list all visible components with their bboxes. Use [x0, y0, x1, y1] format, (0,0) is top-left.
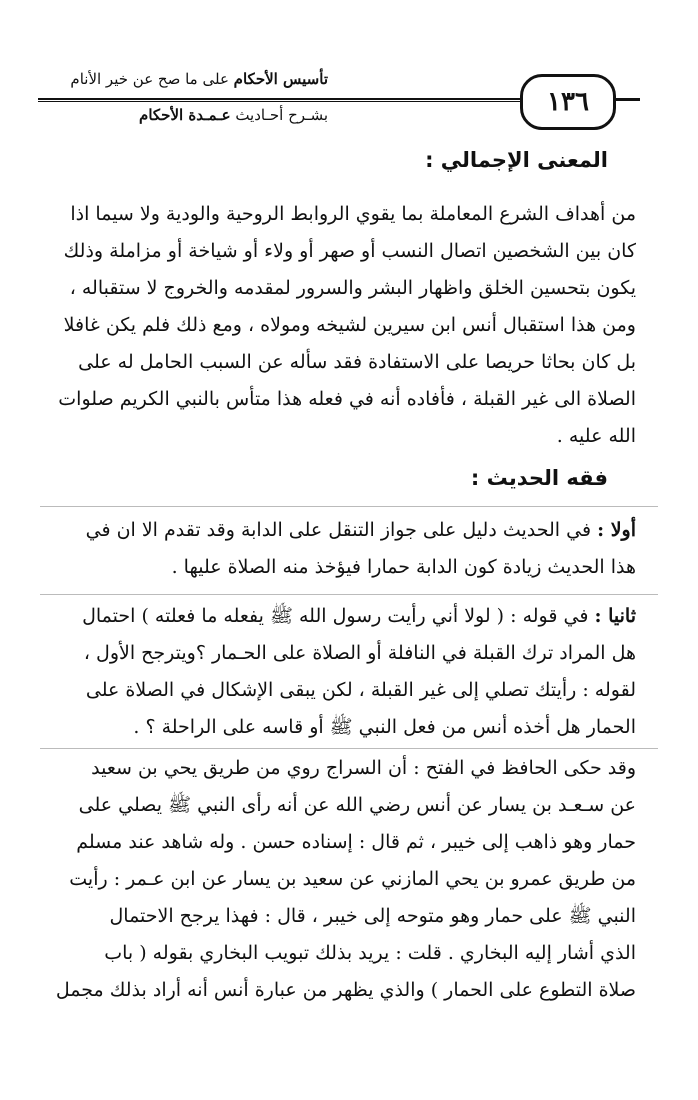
section-heading-ijmali: المعنى الإجمالي :: [425, 148, 608, 172]
running-header: [38, 68, 328, 126]
separator: [40, 506, 658, 507]
text-line: يكون بتحسين الخلق واظهار البشر والسرور لمقدمه والخروج لا ستقباله ،: [69, 277, 636, 299]
text-line: من طريق عمرو بن يحي المازني عن سعيد بن يسار عن ابن عـمر : رأيت: [69, 868, 636, 890]
text-fragment: في قوله : ( لولا أني رأيت رسول الله ﷺ يفعله ما فعلته ) احتمال: [82, 605, 589, 627]
text-line: بل كان بحاثا حريصا على الاستفادة فقد سأله عن السبب الحامل له على: [78, 351, 636, 373]
text-line: وقد حكى الحافظ في الفتح : أن السراج روي من طريق يحي بن سعيد: [91, 757, 636, 779]
paragraph-ijmali: [40, 196, 636, 455]
text-line: النبي ﷺ على حمار وهو متوحه إلى خيبر ، قال : فهذا يرجح الاحتمال: [109, 905, 636, 927]
text-line: الذي أشار إليه البخاري . قلت : يريد بذلك تبويب البخاري بقوله ( باب: [104, 942, 636, 964]
paragraph-second-point: [40, 598, 636, 746]
book-subtitle-prefix: بشـرح أحـاديث: [235, 106, 328, 124]
text-line: عن سـعـد بن يسار عن أنس رضي الله عن أنه رأى النبي ﷺ يصلي على: [78, 794, 636, 816]
book-title: [38, 68, 328, 90]
text-line: الله عليه .: [556, 425, 636, 447]
header-rule-thin: [38, 101, 520, 102]
paragraph-first-point: [40, 512, 636, 586]
text-line: كان بين الشخصين اتصال النسب أو صهر أو ولاء أو شياخة أو مزاملة وذلك: [63, 240, 636, 262]
text-line: هذا الحديث زيادة كون الدابة حمارا فيؤخذ منه الصلاة عليها .: [171, 556, 636, 578]
book-subtitle: [38, 104, 328, 126]
text-line: حمار وهو ذاهب إلى خيبر ، ثم قال : إسناده حسن . وله شاهد عند مسلم: [76, 831, 636, 853]
point-label-second: ثانيا :: [594, 605, 636, 627]
book-title-bold: تأسيس الأحكام: [233, 70, 328, 88]
book-title-rest: على ما صح عن خير الأنام: [70, 70, 229, 88]
header-rule: [38, 98, 520, 100]
text-line: هل المراد ترك القبلة في النافلة أو الصلاة على الحـمار ؟ويترجح الأول ،: [83, 642, 636, 664]
text-line-lead: [40, 598, 636, 635]
text-line: الحمار هل أخذه أنس من فعل النبي ﷺ أو قاسه على الراحلة ؟ .: [133, 716, 636, 738]
text-line-lead: [40, 512, 636, 549]
text-line: صلاة التطوع على الحمار ) والذي يظهر من عبارة أنس أنه أراد بذلك مجمل: [55, 979, 636, 1001]
section-heading-fiqh: فقه الحديث :: [470, 466, 608, 490]
text-fragment: في الحديث دليل على جواز التنقل على الدابة وقد تقدم الا ان في: [85, 519, 592, 541]
point-label-first: أولا :: [597, 519, 636, 541]
separator: [40, 748, 658, 749]
paragraph-third: [40, 750, 636, 1009]
text-line: ومن هذا استقبال أنس ابن سيرين لشيخه ومولاه ، ومع ذلك فلم يكن غافلا: [63, 314, 636, 336]
text-line: لقوله : رأيتك تصلي إلى غير القبلة ، لكن يبقى الإشكال في الصلاة على: [85, 679, 636, 701]
separator: [40, 594, 658, 595]
text-line: من أهداف الشرع المعاملة بما يقوي الروابط الروحية والودية ولا سيما اذا: [70, 203, 636, 225]
page-number: ١٣٦: [520, 74, 616, 130]
book-subtitle-bold: عـمـدة الأحكام: [139, 106, 231, 124]
text-line: الصلاة الى غير القبلة ، فأفاده أنه في فعله هذا متأس بالنبي الكريم صلوات: [58, 388, 636, 410]
